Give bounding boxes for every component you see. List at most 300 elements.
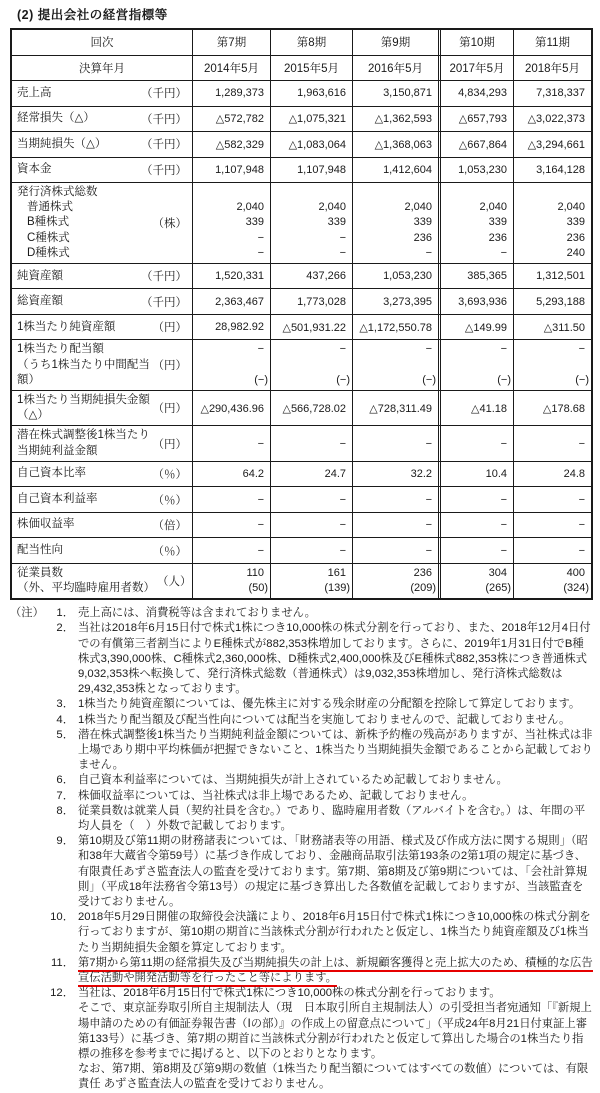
value-cell — [438, 487, 513, 512]
value: − — [257, 437, 264, 450]
value: − — [257, 519, 264, 531]
value-cell — [513, 538, 591, 563]
row-label-line: C種株式 — [27, 231, 70, 244]
value: △1,083,064 — [288, 138, 346, 151]
note-number: 2． — [56, 622, 74, 635]
value-cell — [270, 538, 352, 563]
value-cell — [352, 462, 438, 487]
table-subheader-row — [12, 56, 591, 82]
row-label-line: 1株当たり当期純損失金額 — [17, 394, 150, 406]
note-paragraph: 2018年5月29日開催の取締役会決議により、2018年6月15日付で株式1株につき10,000株の株式分割を行っておりますが、第10期の期首に当該株式分割が行われたと仮定し、1株当たり純資産額及び1株当たり当期純損失金額を算定しております。 — [78, 911, 591, 954]
value-line: − — [339, 231, 346, 244]
value-cell — [438, 289, 513, 314]
value: 3,273,395 — [383, 295, 432, 308]
value-cell — [270, 487, 352, 512]
value-cell — [438, 81, 513, 106]
value: △501,931.22 — [282, 321, 346, 334]
value: △3,022,373 — [527, 113, 585, 126]
value-cell — [192, 391, 270, 425]
value: 1,520,331 — [215, 270, 264, 283]
value-cell — [192, 564, 270, 598]
value-cell — [352, 132, 438, 157]
note-number: 4． — [56, 713, 74, 726]
fiscal-date-cell — [513, 56, 591, 81]
row-label — [17, 492, 98, 507]
value-line: (−) — [575, 373, 589, 386]
value-cell — [270, 289, 352, 314]
value-line: − — [500, 246, 507, 259]
row-label — [17, 566, 155, 596]
note-paragraph — [78, 956, 593, 986]
value-cell — [270, 564, 352, 598]
value: △1,368,063 — [374, 138, 432, 151]
row-label-line: B種株式 — [27, 216, 70, 229]
row-label-line: （うち1株当たり中間配当 — [17, 358, 150, 371]
value-cell — [352, 391, 438, 425]
value: 1,053,230 — [383, 270, 432, 283]
table-row — [12, 426, 591, 461]
note-mark: （注） — [10, 607, 44, 620]
value: △149.99 — [464, 321, 507, 334]
note-text — [78, 621, 593, 697]
row-label-cell — [12, 513, 192, 538]
value-cell — [270, 132, 352, 157]
value: 1,412,604 — [383, 163, 432, 176]
value: 28,982.92 — [215, 321, 264, 334]
table-row — [12, 315, 591, 341]
note-paragraph: 従業員数は就業人員（契約社員を含む。）であり、臨時雇用者数（アルバイトを含む。）は、年間の平均人員を（ ）外数で記載しております。 — [78, 804, 586, 832]
note-text — [78, 804, 593, 834]
note-text — [78, 834, 593, 910]
value: − — [578, 544, 585, 557]
value-cell — [192, 487, 270, 512]
value: 437,266 — [306, 270, 346, 283]
note-paragraph: 1株当たり配当額及び配当性向については配当を実施しておりませんので、記載しておりません。 — [78, 713, 571, 726]
financial-indicators-table — [10, 28, 593, 600]
value-cell — [513, 462, 591, 487]
row-label — [17, 137, 106, 152]
header-label: 回次 — [90, 37, 114, 50]
note-text — [78, 956, 593, 986]
value-line: (324) — [563, 581, 589, 594]
value: − — [339, 519, 346, 531]
value-line: − — [257, 231, 264, 244]
value-cell — [270, 426, 352, 460]
value-cell — [513, 289, 591, 314]
row-label-line: 1株当たり純資産額 — [17, 320, 116, 333]
note-text — [78, 713, 593, 728]
note-item — [10, 986, 593, 1092]
value-cell — [438, 513, 513, 538]
value-cell — [192, 538, 270, 563]
note-paragraph: なお、第7期、第8期及び第9期の数値（1株当たり配当額についてはすべての数値）については、有限責任 あずさ監査法人の監査を受けておりません。 — [78, 1063, 589, 1091]
note-paragraph: 株価収益率については、当社株式は非上場であるため、記載しておりません。 — [78, 789, 474, 802]
value-cell — [270, 513, 352, 538]
value: 385,365 — [467, 270, 507, 283]
value: 3,164,128 — [536, 163, 585, 176]
value-cell — [513, 132, 591, 157]
period-header — [513, 30, 591, 55]
value-line: − — [425, 343, 432, 356]
row-unit: （円） — [152, 360, 187, 373]
row-unit: （円） — [152, 438, 187, 451]
row-label-line: （△） — [17, 409, 49, 422]
note-text — [78, 789, 593, 804]
value: − — [578, 519, 585, 531]
value-cell — [438, 132, 513, 157]
value-line: − — [500, 343, 507, 356]
value: △41.18 — [471, 402, 507, 415]
row-label-line: 従業員数 — [17, 566, 63, 579]
value: − — [339, 493, 346, 506]
value-cell — [192, 264, 270, 289]
row-label-cell — [12, 183, 192, 263]
row-label-line: 総資産額 — [17, 295, 63, 308]
row-label — [17, 517, 75, 532]
note-text — [78, 986, 593, 1092]
value-cell — [438, 107, 513, 132]
value-line: − — [257, 343, 264, 356]
value-line: 2,040 — [479, 201, 507, 214]
value-line: − — [425, 246, 432, 259]
value-cell — [352, 487, 438, 512]
table-row — [12, 513, 591, 539]
period-label: 第9期 — [380, 37, 411, 50]
period-header — [270, 30, 352, 55]
row-label-line: 経常損失（△） — [17, 112, 95, 125]
value-cell — [352, 183, 438, 263]
note-item — [10, 789, 593, 804]
note-paragraph: そこで、東京証券取引所自主規制法人（現 日本取引所自主規制法人）の引受担当者宛通知「『新規上場申請のための有価証券報告書（Ⅰの部）』の作成上の留意点について」（平成24年8月21日付東証上審第133号）に基づき、第7期の期首に当該株式分割が行われたと仮定して算出した場合の1株当たり指標の推移を参考までに掲げると、以下のとおりとなります。 — [78, 1002, 592, 1061]
value: △566,728.02 — [282, 402, 346, 415]
value-cell — [270, 340, 352, 390]
period-label: 第11期 — [535, 37, 570, 50]
value-line: 2,040 — [236, 201, 264, 214]
value: 4,834,293 — [458, 87, 507, 100]
value-line: − — [339, 246, 346, 259]
note-item — [10, 728, 593, 774]
value-cell — [513, 158, 591, 183]
value-line: (50) — [248, 581, 268, 594]
value-cell — [352, 158, 438, 183]
value-cell — [352, 426, 438, 460]
row-label-line: 配当性向 — [17, 543, 63, 556]
note-item — [10, 834, 593, 910]
value-line: 400 — [566, 566, 585, 579]
row-label-cell — [12, 340, 192, 390]
value-cell — [352, 315, 438, 340]
table-row — [12, 183, 591, 264]
value-line: 2,040 — [404, 201, 432, 214]
note-paragraph: 当社は、2018年6月15日付で株式1株につき10,000株の株式分割を行っております。 — [78, 987, 501, 1000]
note-paragraph: 売上高には、消費税等は含まれておりません。 — [78, 607, 316, 620]
value: 7,318,337 — [536, 87, 585, 100]
value: 2,363,467 — [215, 295, 264, 308]
value-line: 304 — [488, 566, 507, 579]
value: △311.50 — [543, 321, 585, 334]
value: − — [500, 437, 507, 450]
row-label-cell — [12, 81, 192, 106]
value-cell — [513, 513, 591, 538]
value-cell — [438, 462, 513, 487]
note-text — [78, 606, 593, 621]
value: △290,436.96 — [200, 402, 264, 415]
row-unit: （株） — [152, 217, 187, 230]
row-label — [17, 162, 52, 177]
row-label-line: 純資産額 — [17, 269, 63, 282]
value-cell — [192, 315, 270, 340]
row-unit: （千円） — [141, 271, 187, 284]
value: − — [500, 519, 507, 531]
value: 64.2 — [242, 468, 264, 480]
value: 24.8 — [563, 468, 585, 480]
notes-section — [10, 606, 593, 1093]
value-cell — [438, 340, 513, 390]
note-number: 5． — [56, 728, 74, 741]
value: − — [500, 493, 507, 506]
value-cell — [513, 183, 591, 263]
table-row — [12, 132, 591, 158]
value-line: (−) — [336, 373, 350, 386]
value-line: (265) — [485, 581, 511, 594]
value: 1,289,373 — [215, 87, 264, 100]
row-label — [17, 269, 63, 284]
value-cell — [352, 107, 438, 132]
value-cell — [192, 340, 270, 390]
value-line: (−) — [254, 373, 268, 386]
note-number: 9． — [56, 835, 74, 848]
value-line: 236 — [488, 231, 507, 244]
value: 1,312,501 — [536, 270, 585, 283]
note-text — [78, 773, 593, 788]
row-label — [17, 320, 115, 335]
row-label-line: 株価収益率 — [17, 518, 75, 531]
note-item — [10, 621, 593, 697]
value-cell — [192, 462, 270, 487]
value-cell — [270, 183, 352, 263]
note-paragraph: 潜在株式調整後1株当たり当期純利益金額については、新株予約権の残高がありますが、当社株式は非上場であり期中平均株価が把握できないこと、1株当たり当期純損失金額であることから記載しておりません。 — [78, 728, 593, 772]
value-cell — [192, 81, 270, 106]
value: − — [257, 493, 264, 506]
value-cell — [192, 426, 270, 460]
row-label — [17, 86, 52, 101]
value-cell — [438, 426, 513, 460]
value: 3,150,871 — [383, 87, 432, 100]
value-line: 161 — [327, 566, 346, 579]
value-cell — [438, 158, 513, 183]
value-cell — [513, 426, 591, 460]
value: △667,864 — [458, 138, 507, 151]
value-cell — [513, 391, 591, 425]
red-underlined-text: 第7期から第11期の経常損失及び当期純損失の計上は、新規顧客獲得と売上拡大のため、積極的な広告宣伝活動や開発活動等を行ったこと等によります。 — [78, 957, 593, 987]
fiscal-date: 2017年5月 — [449, 62, 505, 75]
row-unit: （円） — [152, 403, 187, 416]
row-label-cell — [12, 315, 192, 340]
row-label-line: 発行済株式総数 — [17, 186, 98, 198]
note-item — [10, 956, 593, 986]
note-text — [78, 697, 593, 712]
note-paragraph: 自己資本利益率については、当期純損失が計上されているため記載しておりません。 — [78, 774, 508, 787]
row-label — [17, 466, 86, 481]
value-cell — [270, 81, 352, 106]
value: △3,294,661 — [527, 138, 585, 151]
value: − — [339, 437, 346, 450]
value-cell — [438, 315, 513, 340]
fiscal-date: 2016年5月 — [368, 62, 423, 75]
value-cell — [513, 81, 591, 106]
table-row — [12, 564, 591, 598]
value: △728,311.49 — [369, 402, 432, 415]
fiscal-date-cell — [192, 56, 270, 81]
row-label-line: 売上高 — [17, 86, 52, 99]
value-line: (−) — [497, 373, 511, 386]
page-heading: (2) 提出会社の経営指標等 — [17, 8, 168, 22]
value-cell — [352, 289, 438, 314]
value-cell — [513, 564, 591, 598]
table-row — [12, 289, 591, 315]
value-cell — [513, 264, 591, 289]
value: 32.2 — [410, 468, 432, 480]
period-header — [352, 30, 438, 55]
value-cell — [192, 183, 270, 263]
row-label-cell — [12, 158, 192, 183]
value-line: 110 — [246, 566, 264, 579]
note-number: 8． — [56, 804, 74, 817]
period-label: 第8期 — [296, 37, 327, 50]
row-label-cell — [12, 426, 192, 460]
value-line: − — [257, 246, 264, 259]
row-unit: （倍） — [152, 520, 187, 532]
note-number: 1． — [56, 607, 74, 620]
value-line: − — [339, 343, 346, 356]
value: − — [425, 437, 432, 450]
row-label-cell — [12, 462, 192, 487]
value-line: 236 — [566, 231, 585, 244]
row-unit: （千円） — [141, 296, 187, 309]
value: − — [578, 437, 585, 450]
value-cell — [352, 513, 438, 538]
row-label-line: 潜在株式調整後1株当たり — [17, 429, 150, 442]
note-number: 12． — [50, 987, 74, 1000]
value: 24.7 — [324, 468, 346, 480]
value: 10.4 — [485, 468, 507, 480]
value: △582,329 — [215, 138, 264, 151]
row-label-line: 当期純損失（△） — [17, 137, 107, 150]
value-line: (209) — [410, 581, 436, 594]
table-row — [12, 538, 591, 564]
table-row — [12, 81, 591, 107]
value-line: 339 — [413, 216, 432, 229]
value-cell — [352, 538, 438, 563]
value-cell — [513, 340, 591, 390]
note-number: 6． — [56, 774, 74, 787]
row-label-line: 額） — [17, 373, 40, 386]
value-cell — [192, 107, 270, 132]
row-label-line: 普通株式 — [27, 201, 73, 214]
value-cell — [270, 391, 352, 425]
value-line: 339 — [488, 216, 507, 229]
value-line: 236 — [413, 231, 432, 244]
table-row — [12, 391, 591, 426]
value-line: 339 — [566, 216, 585, 229]
value: 1,107,948 — [215, 163, 264, 176]
value: − — [578, 493, 585, 506]
value-cell — [352, 264, 438, 289]
note-paragraph: 1株当たり純資産額については、優先株主に対する残余財産の分配額を控除して算定しております。 — [78, 698, 581, 711]
note-paragraph: 第10期及び第11期の財務諸表については、「財務諸表等の用語、様式及び作成方法に関する規則」（昭和38年大蔵省令第59号）に基づき作成しており、金融商品取引法第193条の2第1項の規定に基づき、有限責任あずさ監査法人の監査を受けております。第7期、第8期及び第9期については、「会社計算規則」（平成18年法務省令第13号）の規定に基づき算出した各数値を記載しておりますが、当該監査を受けておりません。 — [78, 835, 588, 908]
note-item — [10, 804, 593, 834]
value: △572,782 — [215, 113, 264, 126]
note-number: 10． — [50, 911, 74, 924]
row-unit: （円） — [152, 322, 187, 335]
row-label-line: 資本金 — [17, 163, 52, 176]
note-number: 11． — [50, 956, 74, 969]
value-cell — [192, 513, 270, 538]
value: △1,075,321 — [288, 113, 346, 126]
note-item — [10, 606, 593, 621]
value-cell — [192, 158, 270, 183]
row-label-line: 当期純利益金額 — [17, 444, 98, 457]
row-label — [17, 111, 95, 126]
table-header-row — [12, 30, 591, 56]
value-cell — [270, 264, 352, 289]
fiscal-date-cell — [270, 56, 352, 81]
value-cell — [192, 289, 270, 314]
value-cell — [438, 391, 513, 425]
value-cell — [438, 538, 513, 563]
row-label — [17, 294, 63, 309]
value: △178.68 — [542, 402, 585, 415]
row-label-line: 自己資本比率 — [17, 467, 86, 480]
row-label-cell — [12, 289, 192, 314]
value-line: 236 — [413, 566, 432, 579]
value: − — [339, 544, 346, 557]
value-line: 339 — [245, 216, 264, 229]
value-cell — [513, 487, 591, 512]
value-line: 339 — [327, 216, 346, 229]
value-line: 2,040 — [557, 201, 585, 214]
row-label-cell — [12, 264, 192, 289]
note-item — [10, 910, 593, 956]
row-label — [17, 428, 150, 458]
row-label — [17, 543, 63, 558]
value: △1,172,550.78 — [359, 321, 432, 334]
row-label-line: 1株当たり配当額 — [17, 343, 104, 356]
value-cell — [192, 132, 270, 157]
period-header — [192, 30, 270, 55]
note-text — [78, 910, 593, 956]
value: − — [425, 493, 432, 506]
row-label — [17, 342, 150, 388]
value-cell — [438, 183, 513, 263]
value-cell — [438, 564, 513, 598]
table-row — [12, 264, 591, 290]
value: △1,362,593 — [374, 113, 432, 126]
value-line: 240 — [566, 246, 585, 259]
value-cell — [352, 564, 438, 598]
row-unit: （％） — [152, 545, 187, 558]
row-unit: （人） — [157, 575, 192, 588]
row-unit: （千円） — [141, 139, 187, 152]
row-label-cell — [12, 107, 192, 132]
fiscal-date: 2014年5月 — [204, 62, 259, 75]
fiscal-label: 決算年月 — [79, 62, 125, 75]
note-item — [10, 697, 593, 712]
value-cell — [270, 158, 352, 183]
period-header — [438, 30, 513, 55]
table-row — [12, 158, 591, 184]
note-item — [10, 773, 593, 788]
